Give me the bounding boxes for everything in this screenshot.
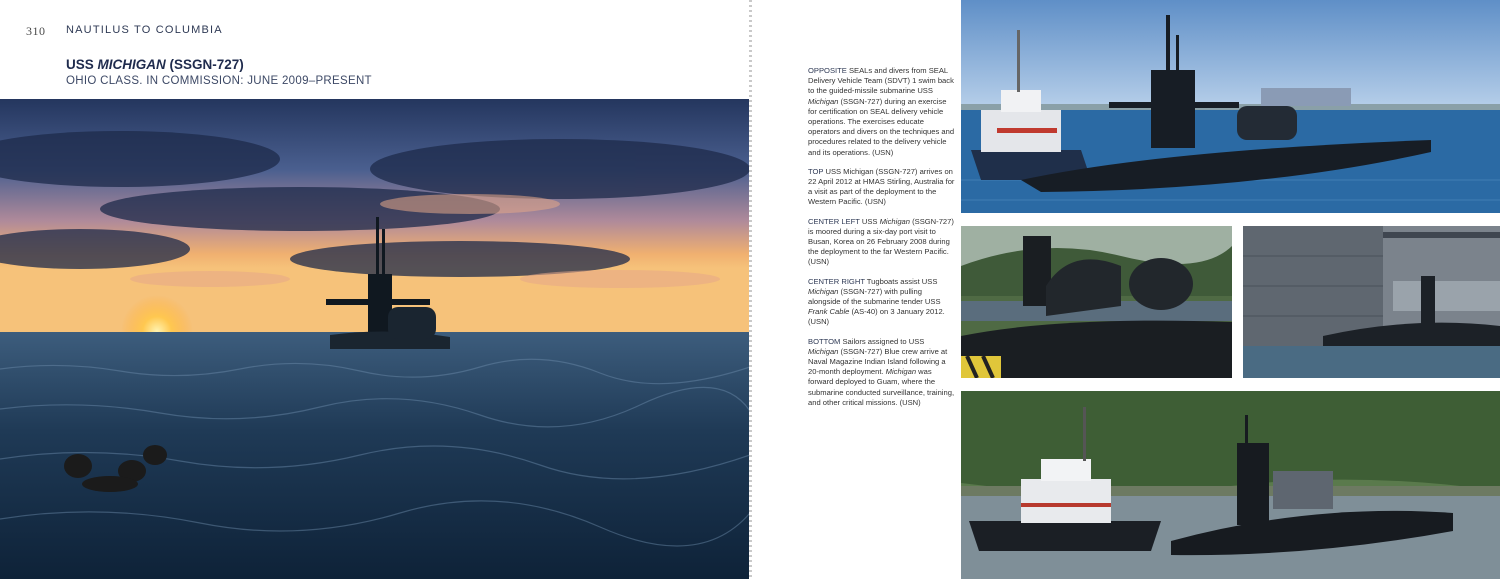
- title-italic: MICHIGAN: [97, 57, 166, 72]
- caption-italic-text: Michigan: [808, 286, 839, 296]
- caption-bottom: [808, 337, 956, 408]
- caption-text: USS: [859, 216, 880, 226]
- caption-center-right: [808, 277, 956, 328]
- caption-italic-text: Michigan: [885, 367, 917, 377]
- caption-keyword: OPPOSITE: [808, 66, 847, 75]
- caption-italic-text: Michigan: [879, 216, 910, 226]
- photo-center-left-busan: [961, 226, 1232, 378]
- caption-text: was forward deployed to Guam, where the submarine conducted surveillance, training, and other critical missions. (USN): [808, 367, 955, 407]
- title-suffix: (SSGN-727): [165, 57, 244, 72]
- caption-top: [808, 167, 956, 208]
- photo-top-arrival: [961, 0, 1500, 213]
- caption-text: Sailors assigned to USS: [840, 336, 925, 346]
- caption-text: (SSGN-727) during an exercise for certification on SEAL delivery vehicle operations. The exercises educate operators and divers on the techniques and procedures related to the delivery vehicle and its operations. (USN): [808, 96, 955, 157]
- section-title-block: [66, 57, 372, 87]
- caption-text: SEALs and divers from SEAL Delivery Vehicle Team (SDVT) 1 swim back to the guided-missile submarine USS: [808, 66, 954, 96]
- title-prefix: USS: [66, 57, 98, 72]
- caption-keyword: TOP: [808, 166, 824, 176]
- caption-text: (AS-40) on 3 January 2012. (USN): [808, 307, 945, 327]
- caption-text: Tugboats assist USS: [864, 276, 938, 286]
- caption-column: [808, 66, 956, 417]
- caption-text: (SSGN-727) with pulling alongside of the submarine tender USS: [808, 286, 941, 307]
- caption-italic-text: Frank Cable: [808, 307, 850, 317]
- caption-keyword: CENTER LEFT: [808, 216, 860, 226]
- caption-keyword: BOTTOM: [808, 336, 841, 346]
- caption-center-left: [808, 217, 956, 268]
- photo-center-right-tender: [1243, 226, 1500, 378]
- caption-keyword: CENTER RIGHT: [808, 276, 865, 286]
- photo-bottom-indian-island: [961, 391, 1500, 579]
- caption-italic-text: Michigan: [808, 346, 839, 356]
- caption-text: USS Michigan (SSGN-727) arrives on 22 April 2012 at HMAS Stirling, Australia for a visit as part of the deployment to the Western Pacific. (USN): [808, 166, 955, 207]
- running-head: NAUTILUS TO COLUMBIA: [66, 24, 223, 36]
- sunset-submarine-photo: [0, 99, 750, 579]
- section-title: [66, 57, 372, 72]
- page-number: 310: [26, 24, 46, 38]
- caption-italic-text: Michigan: [808, 96, 839, 106]
- caption-opposite: [808, 66, 956, 158]
- right-page: [752, 0, 1500, 579]
- section-subtitle: OHIO CLASS. IN COMMISSION: JUNE 2009–PRESENT: [66, 75, 372, 87]
- caption-text: (SSGN-727) Blue crew arrive at Naval Magazine Indian Island following a 20-month deployment.: [808, 346, 948, 377]
- caption-text: (SSGN-727) is moored during a six-day port visit to Busan, Korea on 26 February 2008 during the deployment to the far Western Pacific. (USN): [808, 216, 954, 267]
